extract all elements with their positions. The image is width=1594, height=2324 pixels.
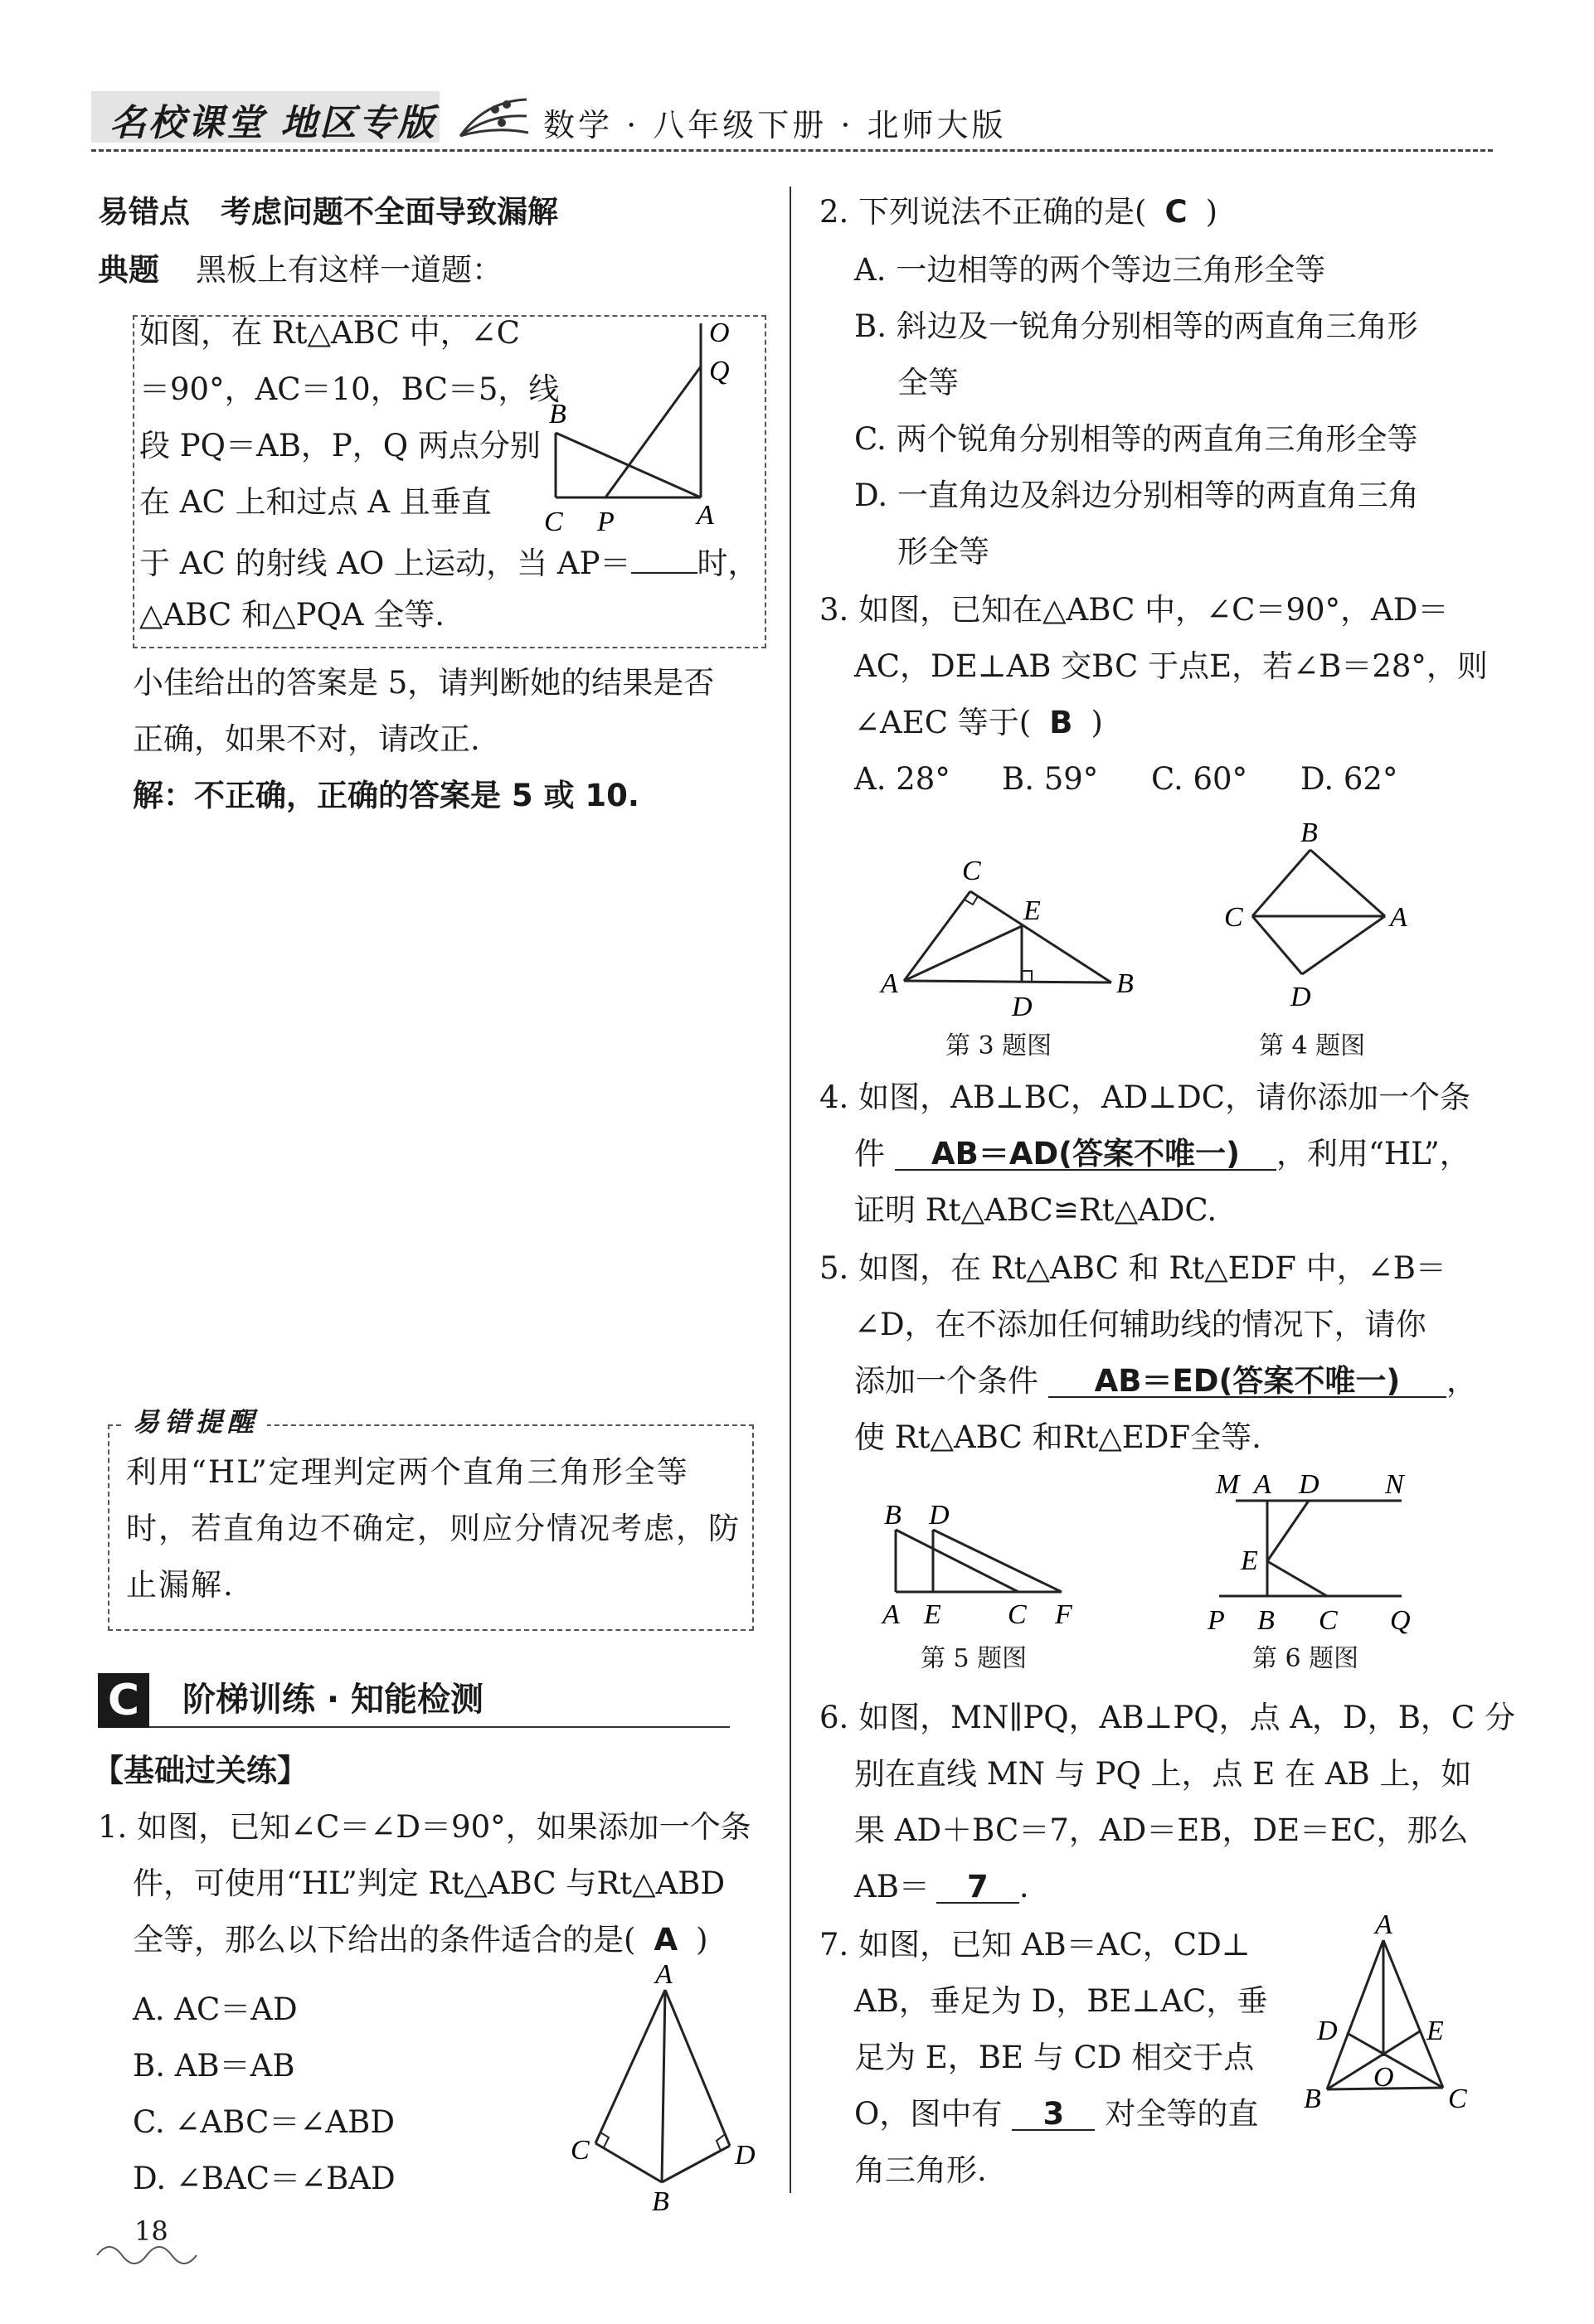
problem-line-6: △ABC 和△PQA 全等.: [139, 597, 445, 633]
q7-label-e: E: [1426, 2016, 1444, 2046]
q4-label-a: A: [1390, 902, 1407, 933]
q3-line-3: ∠AEC 等于( B ): [854, 705, 1103, 740]
q6-label-e: E: [1241, 1545, 1258, 1576]
error-point-heading: 易错点 考虑问题不全面导致漏解: [98, 194, 558, 230]
q7-label-c: C: [1448, 2084, 1467, 2114]
q6-figure: [1203, 1463, 1443, 1637]
section-rule: [149, 1726, 730, 1728]
q2-stem: 2. 下列说法不正确的是( C ): [819, 194, 1218, 230]
q6-answer: 7: [936, 1869, 1019, 1904]
example-intro: 黑板上有这样一道题：: [196, 252, 503, 288]
q1-line-ac: [595, 1990, 665, 2143]
q5-line-3: 添加一个条件 AB＝ED(答案不唯一) ，: [854, 1363, 1477, 1399]
header-subject: 数学 · 八年级下册 · 北师大版: [543, 107, 1007, 143]
q6-label-m: M: [1216, 1469, 1240, 1500]
q5-label-c: C: [1008, 1599, 1027, 1630]
q7-line-1: 7. 如图，已知 AB＝AC，CD⊥: [819, 1927, 1251, 1963]
q2-option-b: B. 斜边及一锐角分别相等的两直角三角形: [854, 308, 1418, 344]
q6-line-ec: [1267, 1561, 1327, 1596]
section-title: 阶梯训练 · 知能检测: [182, 1681, 484, 1719]
q2-option-d-cont: 形全等: [897, 534, 989, 570]
q3-option-c: C. 60°: [1151, 761, 1248, 797]
q3-label-b: B: [1116, 968, 1134, 999]
q3-label-e: E: [1023, 895, 1041, 926]
q3-option-b: B. 59°: [1002, 761, 1099, 797]
q7-answer: 3: [1012, 2096, 1095, 2131]
label-o: O: [709, 318, 730, 348]
q2-option-c: C. 两个锐角分别相等的两直角三角形全等: [854, 421, 1418, 457]
q6-line-3: 果 AD＋BC＝7，AD＝EB，DE＝EC，那么: [854, 1812, 1469, 1848]
q3-label-a: A: [881, 968, 898, 999]
q4-label-c: C: [1224, 902, 1243, 933]
problem-line-3: 段 PQ＝AB，P，Q 两点分别: [139, 428, 541, 463]
q3-line-ac: [904, 891, 970, 981]
q5-label-a: A: [882, 1599, 900, 1630]
q7-label-o: O: [1373, 2062, 1394, 2093]
problem-line-1: 如图，在 Rt△ABC 中，∠C: [139, 315, 520, 351]
q7-line-5: 角三角形.: [854, 2152, 987, 2188]
q6-caption: 第 6 题图: [1252, 1644, 1359, 1673]
q4-label-d: D: [1290, 982, 1311, 1012]
q3-answer: B: [1049, 705, 1073, 740]
q4-line-2: 件 AB＝AD(答案不唯一) ，利用“HL”，: [854, 1136, 1470, 1172]
question-line-1: 小佳给出的答案是 5，请判断她的结果是否: [133, 665, 715, 701]
q1-line-1: 1. 如图，已知∠C＝∠D＝90°，如果添加一个条: [98, 1809, 751, 1845]
page-number: 18: [134, 2215, 168, 2247]
brand-title: 名校课堂 地区专版: [109, 102, 437, 144]
q5-figure: [871, 1492, 1103, 1642]
q3-label-c: C: [962, 856, 981, 886]
q4-label-b: B: [1300, 818, 1318, 848]
q3-option-d: D. 62°: [1300, 761, 1398, 797]
q4-line-3: 证明 Rt△ABC≌Rt△ADC.: [854, 1192, 1217, 1228]
label-p: P: [597, 507, 615, 537]
section-badge: C: [98, 1673, 149, 1728]
q3-line-1: 3. 如图，已知在△ABC 中，∠C＝90°，AD＝: [819, 592, 1449, 628]
q6-label-p: P: [1208, 1605, 1225, 1636]
q1-option-b: B. AB＝AB: [133, 2048, 295, 2084]
q6-label-a: A: [1254, 1469, 1271, 1500]
q5-label-d: D: [929, 1500, 950, 1531]
q1-line-ab: [662, 1990, 665, 2182]
q6-label-b: B: [1257, 1605, 1275, 1636]
q6-line-de: [1267, 1501, 1309, 1561]
q4-line-ba: [1310, 850, 1385, 916]
q5-label-e: E: [924, 1599, 941, 1630]
q5-line-4: 使 Rt△ABC 和Rt△EDF全等.: [854, 1419, 1261, 1455]
q3-right-angle-d: [1022, 971, 1032, 982]
q1-label-b: B: [652, 2186, 669, 2214]
q3-line-ab: [904, 981, 1111, 982]
q5-caption: 第 5 题图: [921, 1644, 1028, 1673]
problem-line-5: 于 AC 的射线 AO 上运动，当 AP＝ 时，: [139, 539, 759, 584]
q4-line-cd: [1252, 916, 1302, 974]
q1-line-ad: [665, 1990, 730, 2146]
q1-option-d: D. ∠BAC＝∠BAD: [133, 2161, 396, 2196]
q1-right-angle-c: [600, 2132, 609, 2147]
q6-label-c: C: [1319, 1605, 1338, 1636]
q1-figure: [556, 1965, 771, 2214]
q7-line-4: O，图中有 3 对全等的直: [854, 2096, 1259, 2132]
q1-line-2: 件，可使用“HL”判定 Rt△ABC 与Rt△ABD: [133, 1866, 726, 1901]
basic-label: 【基础过关练】: [93, 1753, 308, 1788]
q2-option-d: D. 一直角边及斜边分别相等的两直角三角: [854, 478, 1419, 513]
segment-pq: [605, 366, 701, 497]
q4-line-bc: [1252, 850, 1310, 916]
q4-answer: AB＝AD(答案不唯一): [895, 1136, 1276, 1171]
q2-option-b-cont: 全等: [897, 365, 959, 400]
q7-label-d: D: [1317, 2016, 1338, 2046]
q7-label-b: B: [1304, 2084, 1321, 2114]
label-q: Q: [709, 356, 730, 386]
label-b: B: [549, 399, 566, 429]
tip-line-1: 利用“HL”定理判定两个直角三角形全等: [126, 1454, 689, 1490]
q1-label-a: A: [655, 1965, 673, 1990]
q6-label-q: Q: [1390, 1605, 1411, 1636]
problem-line-4: 在 AC 上和过点 A 且垂直: [139, 484, 492, 520]
problem-line-2: ＝90°，AC＝10，BC＝5，线: [139, 371, 560, 407]
q1-label-c: C: [571, 2135, 590, 2166]
q5-answer: AB＝ED(答案不唯一): [1048, 1363, 1446, 1398]
q6-line-2: 别在直线 MN 与 PQ 上，点 E 在 AB 上，如: [854, 1756, 1472, 1792]
q7-line-2: AB，垂足为 D，BE⊥AC，垂: [854, 1983, 1268, 2019]
label-c: C: [544, 507, 563, 537]
tip-line-2: 时，若直角边不确定，则应分情况考虑，防: [126, 1511, 741, 1546]
q2-option-a: A. 一边相等的两个等边三角形全等: [854, 252, 1326, 288]
q3-label-d: D: [1012, 992, 1033, 1022]
q6-line-4: AB＝ 7 .: [854, 1869, 1029, 1904]
q3-line-cb: [970, 891, 1111, 982]
q1-option-a: A. AC＝AD: [133, 1992, 298, 2027]
q1-line-cb: [595, 2143, 662, 2182]
q7-label-a: A: [1375, 1915, 1392, 1940]
example-label: 典题: [98, 252, 159, 288]
q6-label-n: N: [1385, 1469, 1404, 1500]
q1-line-db: [662, 2146, 730, 2182]
q3-line-2: AC，DE⊥AB 交BC 于点E，若∠B＝28°，则: [854, 648, 1488, 684]
problem-figure: [531, 317, 763, 541]
solution: 解：不正确，正确的答案是 5 或 10.: [133, 778, 639, 813]
q4-figure: [1211, 817, 1426, 1024]
header-rule: [91, 149, 1493, 152]
q1-answer: A: [654, 1922, 678, 1958]
q4-caption: 第 4 题图: [1259, 1031, 1366, 1060]
q1-line-3: 全等，那么以下给出的条件适合的是( A ): [133, 1922, 708, 1958]
wheat-ornament-icon: [452, 93, 535, 144]
q6-line-1: 6. 如图，MN∥PQ，AB⊥PQ，点 A，D，B，C 分: [819, 1700, 1515, 1735]
q1-label-d: D: [735, 2140, 756, 2171]
q3-option-a: A. 28°: [854, 761, 950, 797]
q3-figure: [879, 850, 1144, 1024]
q2-answer: C: [1164, 194, 1188, 230]
tip-title: 易错提醒: [124, 1401, 267, 1439]
swirl-ornament-icon: [93, 2234, 209, 2268]
label-a: A: [697, 500, 714, 531]
q5-label-b: B: [884, 1500, 901, 1531]
q7-line-3: 足为 E，BE 与 CD 相交于点: [854, 2040, 1255, 2075]
question-line-2: 正确，如果不对，请改正.: [133, 721, 480, 757]
q7-figure: [1294, 1915, 1485, 2123]
answer-blank: [631, 539, 697, 574]
q3-line-ae: [904, 926, 1022, 981]
q6-label-d: D: [1299, 1469, 1319, 1500]
q3-caption: 第 3 题图: [945, 1031, 1052, 1060]
tip-line-3: 止漏解.: [126, 1567, 235, 1603]
q5-line-2: ∠D，在不添加任何辅助线的情况下，请你: [854, 1307, 1426, 1342]
q1-option-c: C. ∠ABC＝∠ABD: [133, 2104, 395, 2140]
column-divider: [790, 187, 791, 2193]
q5-label-f: F: [1055, 1599, 1072, 1630]
q4-line-1: 4. 如图，AB⊥BC，AD⊥DC，请你添加一个条: [819, 1080, 1471, 1115]
q5-line-1: 5. 如图，在 Rt△ABC 和 Rt△EDF 中，∠B＝: [819, 1250, 1446, 1286]
q4-line-da: [1302, 916, 1385, 974]
